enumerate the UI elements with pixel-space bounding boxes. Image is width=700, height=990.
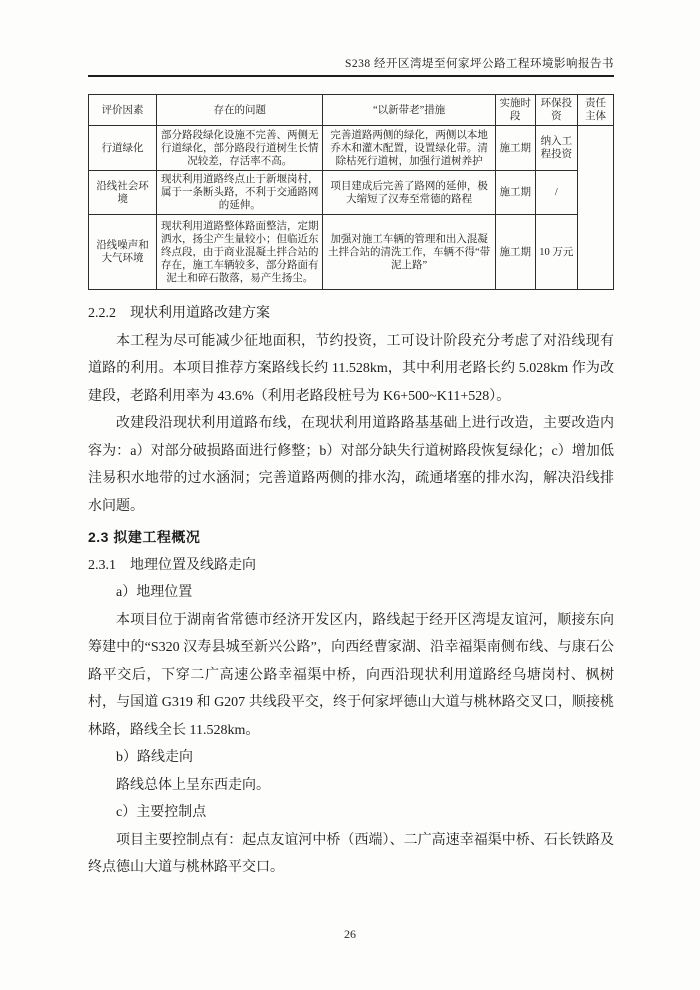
cell-factor: 沿线社会环境 — [89, 171, 157, 215]
col-header-investment: 环保投资 — [535, 95, 577, 126]
cell-factor: 行道绿化 — [89, 126, 157, 171]
cell-problem: 部分路段绿化设施不完善、两侧无行道绿化，部分路段行道树生长情况较差，存活率不高。 — [157, 126, 323, 171]
cell-measure: 项目建成后完善了路网的延伸，极大缩短了汉寿至常德的路程 — [323, 171, 495, 215]
content-area — [88, 0, 614, 882]
measures-table — [88, 94, 614, 290]
paragraph: 本项目位于湖南省常德市经济开发区内，路线起于经开区湾堤友谊河，顺接东向筹建中的“S320 汉寿县城至新兴公路”，向西经曹家湖、沿幸福渠南侧布线、与康石公路平交后，下穿二广高速公路幸福渠中桥，向西沿现状利用道路经乌塘岗村、枫树村，与国道 G319 和 G207 共线段平交，终于何家坪德山大道与桃林路交叉口，顺接桃林路，路线全长 11.528km。 — [88, 612, 614, 738]
list-item-b: b）路线走向 — [116, 750, 193, 765]
paragraph: 本工程为尽可能减少征地面积，节约投资，工可设计阶段充分考虑了对沿线现有道路的利用。本项目推荐方案路线长约 11.528km，其中利用老路长约 5.028km 作为改建段，老路利用率为 43.6%（利用老路段桩号为 K6+500~K11+528）。 — [88, 333, 614, 404]
cell-investment: / — [535, 171, 577, 215]
cell-responsibility — [577, 126, 613, 290]
paragraph: 项目主要控制点有：起点友谊河中桥（西端）、二广高速幸福渠中桥、石长铁路及终点德山大道与桃林路平交口。 — [88, 832, 614, 875]
table-row — [89, 215, 614, 290]
col-header-period: 实施时段 — [495, 95, 535, 126]
col-header-measure: “以新带老”措施 — [323, 95, 495, 126]
cell-period: 施工期 — [495, 126, 535, 171]
col-header-problem: 存在的问题 — [157, 95, 323, 126]
cell-measure: 加强对施工车辆的管理和出入混凝土拌合站的清洗工作，车辆不得“带泥上路” — [323, 215, 495, 290]
table-row — [89, 126, 614, 171]
table-header-row — [89, 95, 614, 126]
document-body — [88, 300, 614, 882]
cell-period: 施工期 — [495, 171, 535, 215]
cell-factor: 沿线噪声和大气环境 — [89, 215, 157, 290]
col-header-factor: 评价因素 — [89, 95, 157, 126]
table-row — [89, 171, 614, 215]
paragraph: 改建段沿现状利用道路布线，在现状利用道路路基基础上进行改造，主要改造内容为：a）对部分破损路面进行修整；b）对部分缺失行道树路段恢复绿化；c）增加低洼易积水地带的过水涵洞；完善道路两侧的排水沟，疏通堵塞的排水沟，解决沿线排水问题。 — [88, 416, 614, 514]
cell-problem: 现状利用道路整体路面整洁，定期洒水，扬尘产生量较小；但临近东终点段，由于商业混凝土拌合站的存在，施工车辆较多，部分路面有泥土和碎石散落，易产生扬尘。 — [157, 215, 323, 290]
page-number: 26 — [344, 927, 356, 941]
running-header — [88, 57, 614, 77]
cell-measure: 完善道路两侧的绿化，两侧以本地乔木和灌木配置，设置绿化带。清除枯死行道树，加强行道树养护 — [323, 126, 495, 171]
col-header-responsibility: 责任主体 — [577, 95, 613, 126]
list-item-c: c）主要控制点 — [116, 805, 207, 820]
paragraph: 路线总体上呈东西走向。 — [116, 777, 270, 793]
report-title: S238 经开区湾堤至何家坪公路工程环境影响报告书 — [344, 58, 614, 70]
cell-investment: 纳入工程投资 — [535, 126, 577, 171]
heading-2-3: 2.3 拟建工程概况 — [88, 529, 201, 545]
list-item-a: a）地理位置 — [116, 585, 193, 600]
cell-problem: 现状利用道路终点止于新堰岗村，属于一条断头路，不利于交通路网的延伸。 — [157, 171, 323, 215]
heading-2-3-1: 2.3.1 地理位置及线路走向 — [88, 557, 256, 573]
cell-investment: 10 万元 — [535, 215, 577, 290]
cell-period: 施工期 — [495, 215, 535, 290]
heading-2-2-2: 2.2.2 现状利用道路改建方案 — [88, 306, 270, 321]
